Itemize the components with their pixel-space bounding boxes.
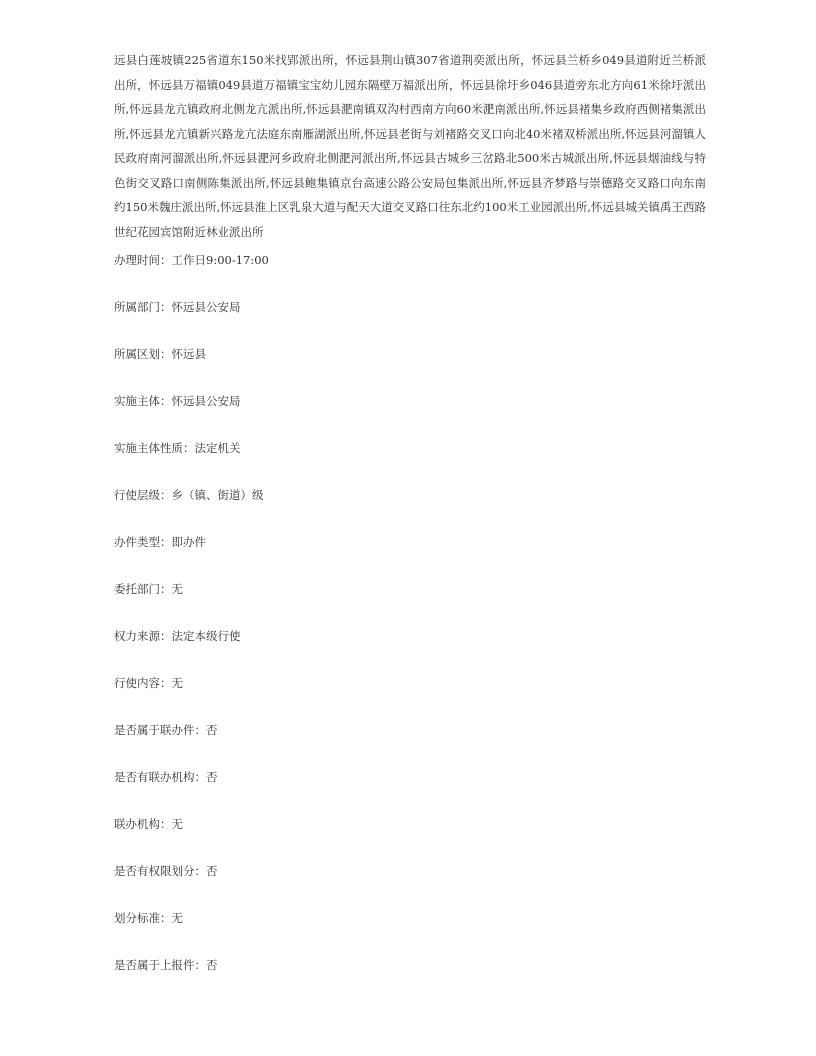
field-body-nature: 实施主体性质：法定机关 — [114, 441, 241, 455]
police-stations-paragraph: 远县白莲坡镇225省道东150米找郢派出所，怀远县荆山镇307省道荆奕派出所，怀远县兰桥乡049县道附近兰桥派出所，怀远县万福镇049县道万福镇宝宝幼儿园东隔壁万福派出所，怀远县徐圩乡046县道旁东北方向61米徐圩派出所,怀远县龙亢镇政府北侧龙亢派出所,怀远县淝南镇双沟村西南方向60米淝南派出所,怀远县褚集乡政府西侧褚集派出所,怀远县龙亢镇新兴路龙亢法庭东南雁湖派出所,怀远县老街与刘褚路交叉口向北40米褚双桥派出所,怀远县河溜镇人民政府南河溜派出所,怀远县淝河乡政府北侧淝河派出所,怀远县古城乡三岔路北500米古城派出所,怀远县烟油线与特色街交叉路口南侧陈集派出所,怀远县鲍集镇京台高速公路公安局包集派出所,怀远县齐梦路与崇德路交叉路口向东南约150米魏庄派出所,怀远县淮上区乳泉大道与配天大道交叉路口往东北约100米工业园派出所,怀远县城关镇禹王西路世纪花园宾馆附近林业派出所 — [114, 53, 706, 239]
field-case-type: 办件类型：即办件 — [114, 535, 206, 549]
field-has-joint-agency: 是否有联办机构：否 — [114, 770, 218, 784]
field-exercise-content: 行使内容：无 — [114, 676, 183, 690]
field-region: 所属区划：怀远县 — [114, 347, 206, 361]
field-department: 所属部门：怀远县公安局 — [114, 300, 241, 314]
field-implementing-body: 实施主体：怀远县公安局 — [114, 394, 241, 408]
document-page — [114, 48, 706, 1004]
field-division-standard: 划分标准：无 — [114, 911, 183, 925]
field-has-authority-division: 是否有权限划分：否 — [114, 864, 218, 878]
field-office-hours: 办理时间：工作日9:00-17:00 — [114, 253, 269, 267]
field-exercise-level: 行使层级：乡（镇、街道）级 — [114, 488, 264, 502]
field-delegated-department: 委托部门：无 — [114, 582, 183, 596]
field-report-case: 是否属于上报件：否 — [114, 958, 218, 972]
field-joint-agency: 联办机构：无 — [114, 817, 183, 831]
field-power-source: 权力来源：法定本级行使 — [114, 629, 241, 643]
service-info-list — [114, 252, 706, 973]
field-joint-case: 是否属于联办件：否 — [114, 723, 218, 737]
